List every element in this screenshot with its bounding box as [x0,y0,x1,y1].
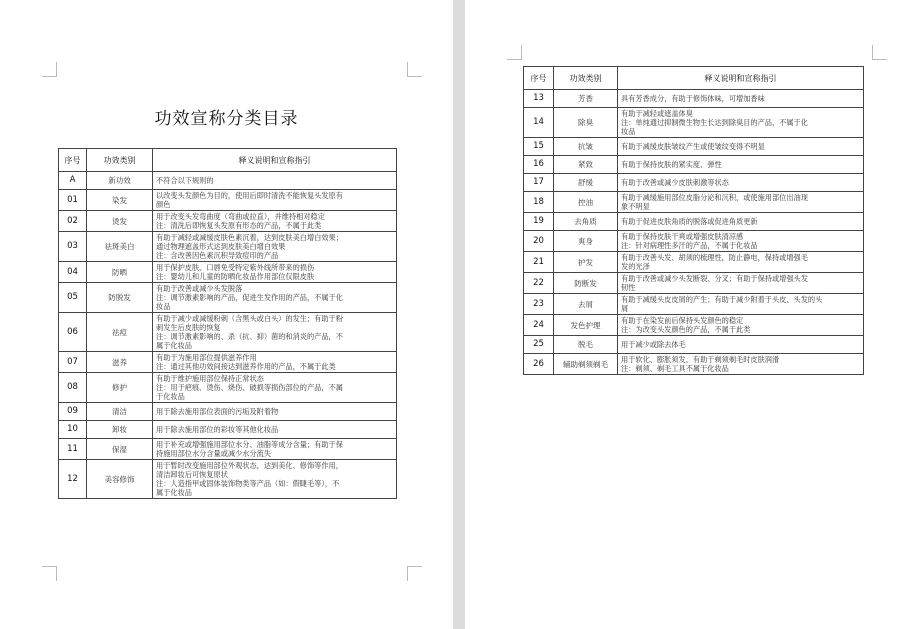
row-number: 08 [59,373,87,403]
table-row [59,172,397,190]
row-description [153,313,397,352]
row-category: 保湿 [87,439,153,460]
header-description: 释义说明和宣称指引 [618,67,864,90]
row-category: 爽身 [554,231,618,252]
row-category: 烫发 [87,211,153,232]
table-row [524,294,864,315]
description-line: 用于暂时改变施用部位外观状态，达到美化、修饰等作用， [156,461,343,470]
description-line: 有助于减缓皮肤皱纹产生或使皱纹变得不明显 [621,142,765,151]
table-row [59,439,397,460]
description-line: 注：清洗后即恢复头发原有形态的产品，不属于此类 [156,221,322,230]
description-line: 注：调节激素影响的产品，促进生发作用的产品，不属于化 [156,293,343,302]
description-line: 有助于改善或减少皮肤刺激等状态 [621,178,729,187]
row-number: 24 [524,315,554,336]
description-line: 用于改变头发弯曲度（弯曲或拉直），并维持相对稳定 [156,212,325,221]
page-corner-mark [507,45,522,60]
row-number: 17 [524,174,554,192]
row-description [153,403,397,421]
row-category: 发色护理 [554,315,618,336]
table-row [59,190,397,211]
table-row [59,352,397,373]
row-description [153,262,397,283]
table-row [59,373,397,403]
row-category: 防晒 [87,262,153,283]
row-number: 22 [524,273,554,294]
row-description [618,108,864,138]
description-line: 注：人造指甲或固体装饰物类等产品（如：假睫毛等），不 [156,479,340,488]
description-line: 用于软化、膨胀须发，有助于剃须剃毛时皮肤润滑 [621,355,780,364]
row-description [153,211,397,232]
description-line: 用于减少或除去体毛 [621,340,686,349]
description-line: 以改变头发颜色为目的，使用后即时清洗不能恢复头发原有 [156,191,343,200]
description-line: 注：含改善因色素沉积导致痘印的产品 [156,251,279,260]
row-number: 20 [524,231,554,252]
row-description [618,138,864,156]
row-description [153,283,397,313]
description-line: 注：单纯通过抑制微生物生长达到除臭目的产品，不属于化 [621,118,808,127]
row-category: 舒缓 [554,174,618,192]
description-line: 有助于减少或减缓粉刺（含黑头或白头）的发生；有助于粉 [156,314,343,323]
description-line: 象不明显 [621,202,650,211]
description-line: 具有芳香成分，有助于修饰体味，可增加香味 [621,94,765,103]
row-number: 26 [524,354,554,375]
row-description [618,315,864,336]
description-line: 用于除去施用部位的彩妆等其他化妆品 [156,425,279,434]
table-row [524,252,864,273]
row-description [618,252,864,273]
description-line: 有助于减轻或遮盖体臭 [621,109,693,118]
table-row [59,313,397,352]
row-number: 05 [59,283,87,313]
header-no: 序号 [524,67,554,90]
row-description [153,172,397,190]
row-description [153,352,397,373]
description-line: 用于保护皮肤、口唇免受特定紫外线所带来的损伤 [156,263,315,272]
row-description [618,231,864,252]
row-number: 16 [524,156,554,174]
row-description [153,373,397,403]
table-header-row [59,149,397,172]
row-category: 清洁 [87,403,153,421]
row-number: 11 [59,439,87,460]
table-row [524,90,864,108]
row-category: 辅助剃须剃毛 [554,354,618,375]
description-line: 颜色 [156,200,171,209]
row-category: 芳香 [554,90,618,108]
efficacy-table-left [58,148,397,499]
table-row [59,211,397,232]
row-category: 抗皱 [554,138,618,156]
row-number: 09 [59,403,87,421]
description-line: 于化妆品 [156,392,185,401]
table-row [59,283,397,313]
description-line: 有助于保持皮肤干爽或增强皮肤清凉感 [621,232,744,241]
description-line: 有助于减缓头皮皮屑的产生；有助于减少附着于头皮、头发的头 [621,295,823,304]
row-category: 美容修饰 [87,460,153,499]
row-number: 02 [59,211,87,232]
table-row [59,232,397,262]
row-description [618,156,864,174]
description-line: 注：通过其他功效间接达到滋养作用的产品，不属于此类 [156,362,336,371]
description-line: 有助于改善或减少头发脱落 [156,284,243,293]
description-line: 有助于改善头发、胡须的梳理性，防止静电，保持或增强毛 [621,253,808,262]
description-line: 清洁卸妆后可恢复原状 [156,470,228,479]
table-row [524,174,864,192]
page-corner-mark [42,566,57,581]
row-category: 祛痘 [87,313,153,352]
table-row [524,336,864,354]
description-line: 有助于促进皮肤角质的脱落或促进角质更新 [621,217,758,226]
table-row [524,138,864,156]
row-number: 15 [524,138,554,156]
description-line: 注：剃须、剃毛工具不属于化妆品 [621,364,729,373]
table-row [524,156,864,174]
row-category: 去屑 [554,294,618,315]
table-row [524,354,864,375]
document-page-left [0,0,453,629]
row-number: A [59,172,87,190]
page-gutter [453,0,465,629]
row-category: 脱毛 [554,336,618,354]
row-description [618,174,864,192]
row-number: 06 [59,313,87,352]
row-number: 04 [59,262,87,283]
table-row [59,421,397,439]
row-category: 修护 [87,373,153,403]
description-line: 妆品 [156,302,171,311]
row-number: 23 [524,294,554,315]
row-number: 25 [524,336,554,354]
row-category: 控油 [554,192,618,213]
row-category: 祛斑美白 [87,232,153,262]
page-corner-mark [872,45,887,60]
header-description: 释义说明和宣称指引 [153,149,397,172]
description-line: 发的光泽 [621,262,650,271]
row-category: 除臭 [554,108,618,138]
table-row [59,460,397,499]
description-line: 注：婴幼儿和儿童的防晒化妆品作用部位仅限皮肤 [156,272,315,281]
table-row [59,262,397,283]
description-line: 有助于减缓施用部位皮脂分泌和沉积，或使施用部位出油现 [621,193,808,202]
description-line: 有助于在染发前后保持头发颜色的稳定 [621,316,744,325]
header-category: 功效类别 [554,67,618,90]
row-description [618,336,864,354]
row-description [153,421,397,439]
page-corner-mark [42,62,57,77]
table-row [524,273,864,294]
description-line: 有助于为施用部位提供滋养作用 [156,353,257,362]
description-line: 持施用部位水分含量或减少水分流失 [156,449,272,458]
row-number: 12 [59,460,87,499]
row-number: 03 [59,232,87,262]
row-description [618,294,864,315]
description-line: 有助于保持皮肤的紧实度、弹性 [621,160,722,169]
row-number: 19 [524,213,554,231]
row-number: 07 [59,352,87,373]
table-row [524,213,864,231]
description-line: 注：调节激素影响的、杀（抗、抑）菌的和消炎的产品，不 [156,332,343,341]
row-description [618,273,864,294]
page-corner-mark [407,62,422,77]
row-category: 新功效 [87,172,153,190]
description-line: 注：针对病理性多汗的产品，不属于化妆品 [621,241,758,250]
row-category: 卸妆 [87,421,153,439]
header-category: 功效类别 [87,149,153,172]
row-number: 13 [524,90,554,108]
row-category: 防断发 [554,273,618,294]
description-line: 不符合以下规则的 [156,176,214,185]
row-description [618,354,864,375]
table-row [59,403,397,421]
document-page-right [465,0,918,629]
row-category: 防脱发 [87,283,153,313]
description-line: 注：用于疤痕、烫伤、烧伤、破损等损伤部位的产品，不属 [156,383,343,392]
efficacy-table-right [523,66,864,375]
row-description [153,190,397,211]
row-description [618,213,864,231]
row-description [618,192,864,213]
description-line: 属于化妆品 [156,341,192,350]
description-line: 屑 [621,304,629,313]
description-line: 用于除去施用部位表面的污垢及附着物 [156,407,279,416]
description-line: 有助于减轻或减缓皮肤色素沉着，达到皮肤美白增白效果； [156,233,343,242]
row-description [153,460,397,499]
table-row [524,231,864,252]
row-description [618,90,864,108]
row-description [153,439,397,460]
row-description [153,232,397,262]
table-header-row [524,67,864,90]
description-line: 属于化妆品 [156,488,192,497]
page-corner-mark [407,566,422,581]
description-line: 韧性 [621,283,636,292]
description-line: 刺发生后皮肤的恢复 [156,323,221,332]
description-line: 通过物理遮盖形式达到皮肤美白增白效果 [156,242,286,251]
row-number: 01 [59,190,87,211]
row-category: 去角质 [554,213,618,231]
row-category: 护发 [554,252,618,273]
description-line: 注：为改变头发颜色的产品，不属于此类 [621,325,751,334]
table-row [524,315,864,336]
row-number: 14 [524,108,554,138]
row-number: 10 [59,421,87,439]
description-line: 妆品 [621,127,636,136]
description-line: 有助于改善或减少头发断裂、分叉；有助于保持或增强头发 [621,274,808,283]
description-line: 用于补充或增强施用部位水分、油脂等成分含量；有助于保 [156,440,343,449]
description-line: 有助于维护施用部位保持正常状态 [156,374,264,383]
row-number: 21 [524,252,554,273]
row-category: 染发 [87,190,153,211]
row-number: 18 [524,192,554,213]
header-no: 序号 [59,149,87,172]
document-title: 功效宣称分类目录 [154,109,299,129]
table-row [524,108,864,138]
row-category: 滋养 [87,352,153,373]
table-row [524,192,864,213]
row-category: 紧致 [554,156,618,174]
